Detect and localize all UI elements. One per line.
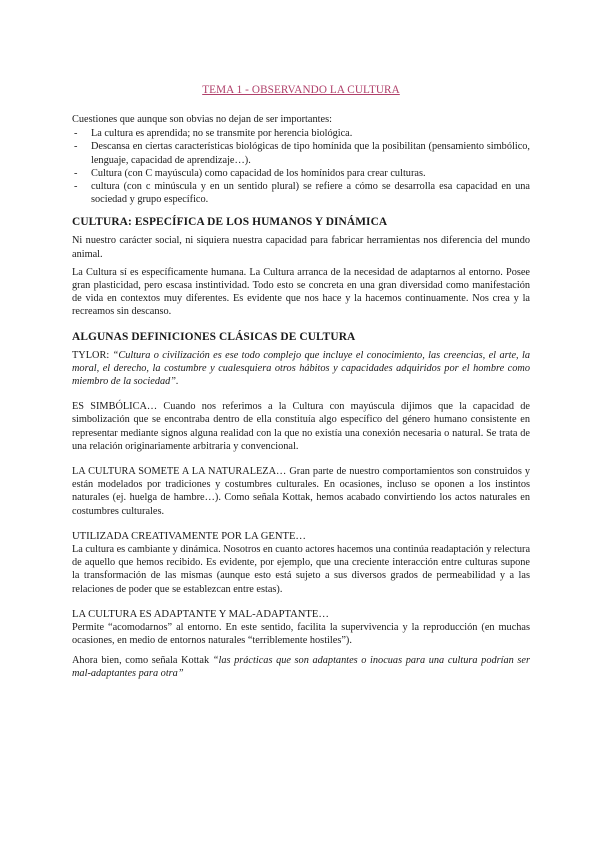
kottak-quote: “las prácticas que son adaptantes o inocuas para una cultura podrían ser mal-adaptantes para otra” — [72, 654, 530, 679]
list-item: - La cultura es aprendida; no se transmite por herencia biológica. — [72, 127, 530, 140]
subheading-adaptante: LA CULTURA ES ADAPTANTE Y MAL-ADAPTANTE… — [72, 608, 329, 620]
list-item: - Descansa en ciertas características biológicas de tipo homínida que la posibilitan (pensamiento simbólico, lenguaje, capacidad de aprendizaje…). — [72, 140, 530, 166]
kottak-lead: Ahora bien, como señala Kottak — [72, 654, 210, 666]
naturaleza-paragraph: LA CULTURA SOMETE A LA NATURALEZA… Gran parte de nuestro comportamientos son construidos y están modelados por tradiciones y costumbres culturales. En ocasiones, incluso se oponen a los instintos naturales (ej. huelga de hambre…). Como señala Kottak, hemos acabado convirtiendo los actos naturales en costumbres culturales. — [72, 466, 530, 517]
tylor-definition — [72, 349, 530, 389]
kottak-paragraph — [72, 654, 530, 680]
section-heading: ALGUNAS DEFINICIONES CLÁSICAS DE CULTURA — [72, 330, 356, 343]
list-item: - Cultura (con C mayúscula) como capacidad de los homínidos para crear culturas. — [72, 167, 530, 180]
page-title: TEMA 1 - OBSERVANDO LA CULTURA — [202, 84, 400, 96]
adaptante-paragraph: Permite “acomodarnos” al entorno. En este sentido, facilita la supervivencia y la reproducción (en muchas ocasiones, en medio de entornos naturales “terriblemente hostiles”). — [72, 622, 530, 647]
paragraph: La Cultura sí es específicamente humana. La Cultura arranca de la necesidad de adaptarnos al entorno. Posee gran plasticidad, pero escasa instintividad. Todo esto se concreta en una gran diversidad como manifestación de vida en contextos muy diferentes. Es evidente que nos hace y la hacemos continuamente. Nos crea y la recreamos sin descanso. — [72, 266, 530, 318]
list-item: - cultura (con c minúscula y en un sentido plural) se refiere a cómo se desarrolla esa capacidad en una sociedad y grupo específico. — [72, 180, 530, 206]
tylor-quote: “Cultura o civilización es ese todo complejo que incluye el conocimiento, las creencias, el arte, la moral, el derecho, la costumbre y cualesquiera otros hábitos y capacidades adquiridos por el hombre como miembro de la sociedad”. — [72, 349, 531, 388]
subheading-creativa: UTILIZADA CREATIVAMENTE POR LA GENTE… — [72, 530, 307, 542]
creativa-paragraph: La cultura es cambiante y dinámica. Nosotros en cuanto actores hacemos una continúa readaptación y relectura de aquello que hemos recibido. Es evidente, por ejemplo, que una creciente interacción entre culturas supone la transformación de las mismas (aunque esto está sujeto a sus diversos grados de permeabilidad y a las relaciones de poder que se establezcan entre estas). — [72, 544, 531, 595]
simbolica-paragraph: ES SIMBÓLICA… Cuando nos referimos a la Cultura con mayúscula dijimos que la capacidad de simbolización que se encontraba dentro de ella constituía algo específico del género humano consistente en representar mediante signos alguna realidad con la que no existía una conexión necesaria o natural. Se trata de una relación originariamente arbitraria y convencional. — [72, 401, 530, 452]
intro-text: Cuestiones que aunque son obvias no dejan de ser importantes: — [72, 114, 332, 125]
key-points-list — [72, 127, 530, 206]
tylor-label: TYLOR: — [72, 349, 110, 361]
section-heading: CULTURA: ESPECÍFICA DE LOS HUMANOS Y DINÁMICA — [72, 216, 388, 229]
paragraph: Ni nuestro carácter social, ni siquiera nuestra capacidad para fabricar herramientas nos diferencia del mundo animal. — [72, 235, 530, 260]
document-page — [72, 80, 530, 680]
